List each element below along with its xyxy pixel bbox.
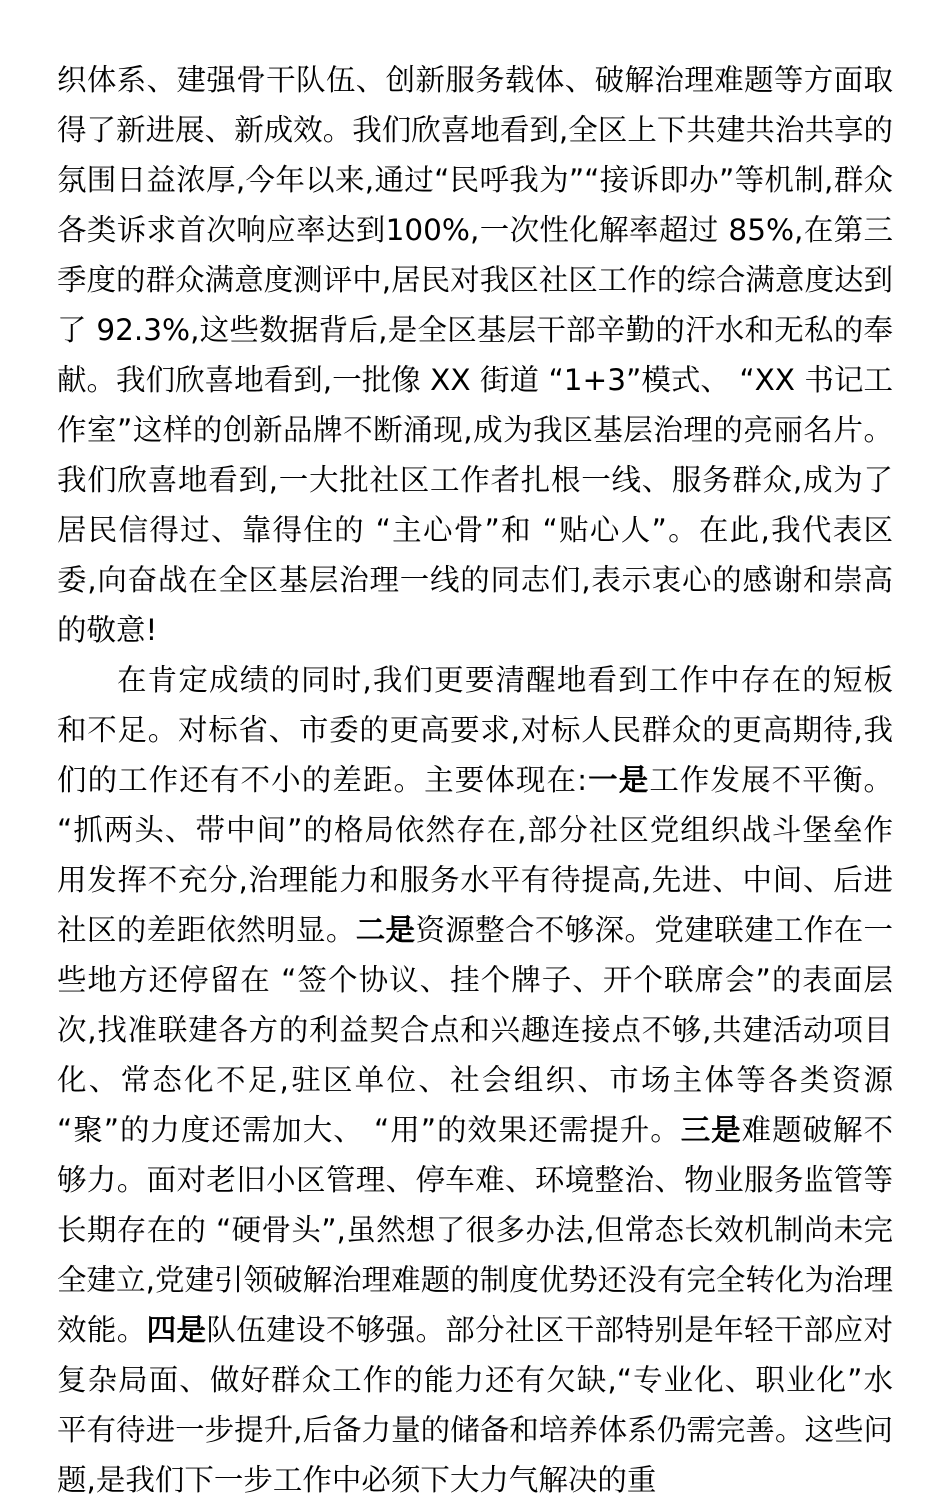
text-run: 织体系、建强骨干队伍、创新服务载体、破解治理难题等方面取得了新进展、新成效。我们欣喜地看到,全区上下共建共治共享的氛围日益浓厚,今年以来,通过“民呼我为”“接诉即办”等机制,群众各类诉求首次响应率达到100%,一次性化解率超过 85%,在第三季度的群众满意度测评中,居民对我区社区工作的综合满意度达到了 92.3%,这些数据背后,是全区基层干部辛勤的汗水和无私的奉献。我们欣喜地看到,一批像 XX 街道 “1+3”模式、 “XX 书记工作室”这样的创新品牌不断涌现,成为我区基层治理的亮丽名片。我们欣喜地看到,一大批社区工作者扎根一线、服务群众,成为了居民信得过、靠得住的 “主心骨”和 “贴心人”。在此,我代表区委,向奋战在全区基层治理一线的同志们,表示衷心的感谢和崇高的敬意! bbox=[57, 63, 893, 647]
paragraph-p1 bbox=[57, 55, 893, 655]
document-body bbox=[57, 55, 893, 1505]
text-run: 难题破解不够力。面对老旧小区管理、停车难、环境整治、物业服务监管等长期存在的 “硬骨头”,虽然想了很多办法,但常态长效机制尚未完全建立,党建引领破解治理难题的制度优势还没有完全转化为治理效能。 bbox=[57, 1113, 893, 1347]
text-run: 资源整合不够深。党建联建工作在一些地方还停留在 “签个协议、挂个牌子、开个联席会”的表面层次,找准联建各方的利益契合点和兴趣连接点不够,共建活动项目化、常态化不足,驻区单位、社会组织、市场主体等各类资源 “聚”的力度还需加大、 “用”的效果还需提升。 bbox=[57, 913, 893, 1147]
enumeration-marker: 一是 bbox=[587, 763, 650, 797]
text-run: 工作发展不平衡。 “抓两头、带中间”的格局依然存在,部分社区党组织战斗堡垒作用发挥不充分,治理能力和服务水平有待提高,先进、中间、后进社区的差距依然明显。 bbox=[57, 763, 893, 947]
text-run: 在肯定成绩的同时,我们更要清醒地看到工作中存在的短板和不足。对标省、市委的更高要求,对标人民群众的更高期待,我们的工作还有不小的差距。主要体现在: bbox=[57, 663, 893, 797]
paragraph-p2 bbox=[57, 655, 893, 1505]
enumeration-marker: 四是 bbox=[146, 1313, 207, 1347]
text-run: 队伍建设不够强。部分社区干部特别是年轻干部应对复杂局面、做好群众工作的能力还有欠缺,“专业化、职业化”水平有待进一步提升,后备力量的储备和培养体系仍需完善。这些问题,是我们下一步工作中必须下大力气解决的重 bbox=[57, 1313, 893, 1497]
enumeration-marker: 二是 bbox=[355, 913, 416, 947]
enumeration-marker: 三是 bbox=[680, 1113, 742, 1147]
